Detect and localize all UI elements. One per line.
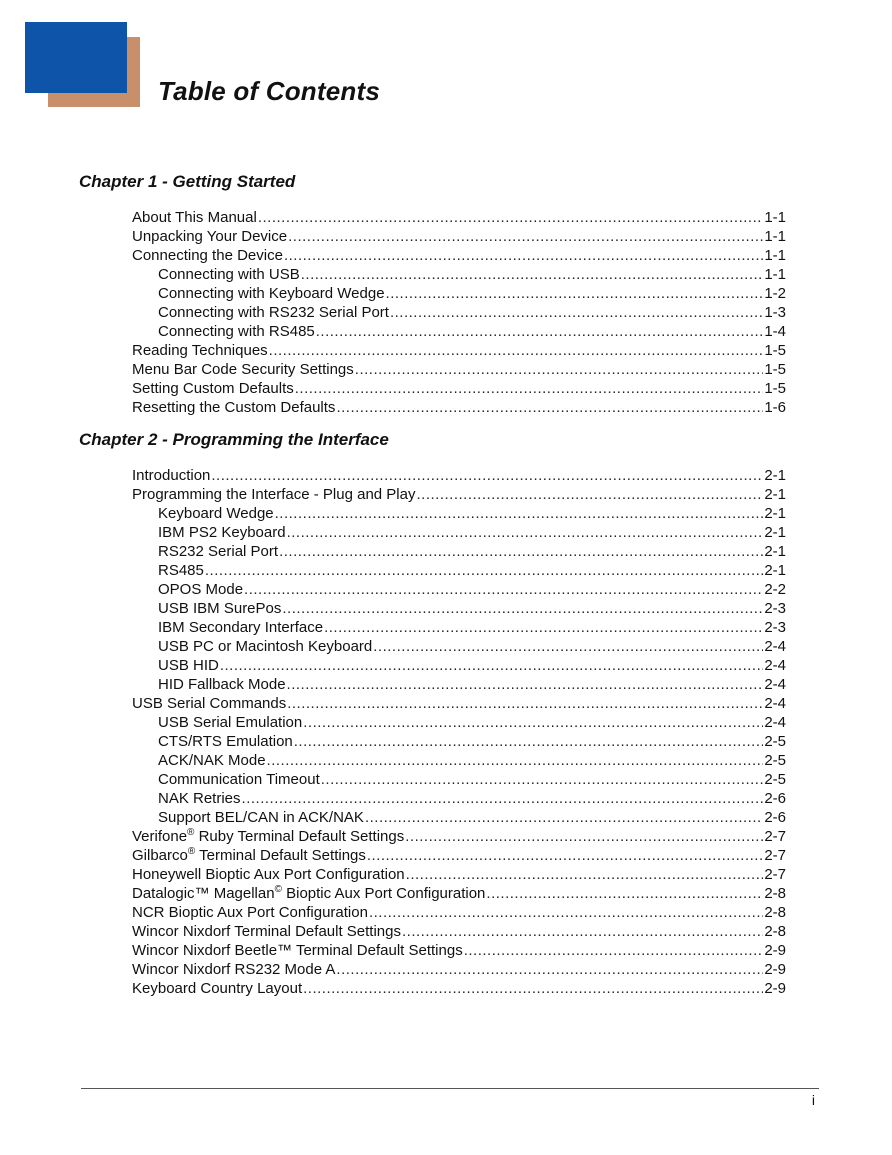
- toc-entry[interactable]: [132, 922, 786, 941]
- toc-entry[interactable]: [132, 656, 786, 675]
- toc-page-number: 2-4: [764, 676, 786, 693]
- dot-leader: [355, 360, 764, 379]
- toc-entry-title: [158, 675, 286, 694]
- toc-page-number: 2-4: [764, 695, 786, 712]
- toc-entry-text: NCR Bioptic Aux Port Configuration: [132, 904, 368, 921]
- toc-entry-title: [158, 303, 389, 322]
- chapter-1-toc-list: [132, 208, 786, 417]
- toc-entry[interactable]: [132, 322, 786, 341]
- toc-entry-text: NAK Retries: [158, 790, 241, 807]
- toc-entry-title: [158, 284, 385, 303]
- toc-entry[interactable]: [132, 466, 786, 485]
- toc-entry-text: Resetting the Custom Defaults: [132, 399, 336, 416]
- toc-entry-text: Introduction: [132, 467, 211, 484]
- toc-entry-text: Unpacking Your Device: [132, 228, 288, 245]
- toc-page-number: 2-1: [764, 562, 786, 579]
- dot-leader: [275, 504, 764, 523]
- toc-entry[interactable]: [132, 960, 786, 979]
- toc-page-number: 2-7: [764, 847, 786, 864]
- toc-entry-title: [158, 751, 266, 770]
- toc-entry[interactable]: [132, 637, 786, 656]
- toc-entry-title: [158, 265, 300, 284]
- toc-entry-text: IBM Secondary Interface: [158, 619, 324, 636]
- toc-page-number: 2-4: [764, 657, 786, 674]
- toc-entry-text: Verifone: [132, 828, 188, 845]
- toc-entry-text: Support BEL/CAN in ACK/NAK: [158, 809, 364, 826]
- dot-leader: [294, 732, 764, 751]
- toc-entry-text: Connecting with RS232 Serial Port: [158, 304, 389, 321]
- toc-entry-title: [158, 618, 323, 637]
- toc-entry-title: [132, 941, 463, 960]
- toc-entry-text: USB IBM SurePos: [158, 600, 282, 617]
- toc-entry-title: [158, 732, 293, 751]
- toc-page-number: 2-2: [764, 581, 786, 598]
- dot-leader: [284, 246, 763, 265]
- toc-entry-title: [158, 770, 320, 789]
- toc-entry-text: Gilbarco: [132, 847, 188, 864]
- trademark-symbol: ®: [187, 846, 196, 857]
- chapter-1-heading: Chapter 1 - Getting Started: [79, 172, 296, 191]
- dot-leader: [303, 713, 763, 732]
- toc-page-number: 1-3: [764, 304, 786, 321]
- dot-leader: [303, 979, 763, 998]
- toc-entry[interactable]: [132, 884, 786, 903]
- trademark-symbol: ©: [274, 884, 282, 895]
- toc-page-number: 2-4: [764, 714, 786, 731]
- toc-entry-title: [132, 485, 415, 504]
- dot-leader: [220, 656, 763, 675]
- toc-page-number: 2-5: [764, 733, 786, 750]
- toc-entry-title: [158, 542, 278, 561]
- dot-leader: [242, 789, 764, 808]
- toc-entry-title: [158, 637, 372, 656]
- dot-leader: [369, 903, 763, 922]
- toc-entry-text: About This Manual: [132, 209, 257, 226]
- toc-page-number: 2-8: [764, 904, 786, 921]
- toc-entry-title: [158, 599, 281, 618]
- toc-entry[interactable]: [132, 265, 786, 284]
- toc-entry-text: RS485: [158, 562, 204, 579]
- toc-page-number: 2-5: [764, 752, 786, 769]
- toc-entry-title: [132, 246, 283, 265]
- toc-entry[interactable]: [132, 542, 786, 561]
- toc-entry[interactable]: [132, 208, 786, 227]
- toc-entry[interactable]: [132, 341, 786, 360]
- toc-entry-text: Connecting with USB: [158, 266, 300, 283]
- dot-leader: [258, 208, 764, 227]
- dot-leader: [406, 865, 764, 884]
- dot-leader: [269, 341, 764, 360]
- toc-entry[interactable]: [132, 284, 786, 303]
- toc-entry-text: CTS/RTS Emulation: [158, 733, 293, 750]
- dot-leader: [416, 485, 763, 504]
- toc-page-number: 2-1: [764, 543, 786, 560]
- dot-leader: [287, 675, 764, 694]
- dot-leader: [205, 561, 763, 580]
- toc-entry-title: [132, 922, 401, 941]
- toc-entry-text: Programming the Interface - Plug and Play: [132, 486, 416, 503]
- toc-entry-text: Datalogic™ Magellan: [132, 885, 275, 902]
- dot-leader: [390, 303, 763, 322]
- dot-leader: [336, 960, 763, 979]
- toc-entry[interactable]: [132, 303, 786, 322]
- toc-entry-title: [132, 379, 294, 398]
- toc-page-number: 1-5: [764, 342, 786, 359]
- dot-leader: [365, 808, 763, 827]
- toc-entry-text: Honeywell Bioptic Aux Port Configuration: [132, 866, 405, 883]
- dot-leader: [301, 265, 764, 284]
- toc-page-number: 2-7: [764, 866, 786, 883]
- toc-entry-title: [158, 322, 315, 341]
- toc-entry[interactable]: [132, 770, 786, 789]
- toc-entry[interactable]: [132, 485, 786, 504]
- toc-entry-text: ACK/NAK Mode: [158, 752, 266, 769]
- toc-entry-title: [132, 903, 368, 922]
- toc-entry-text: Keyboard Country Layout: [132, 980, 303, 997]
- toc-entry-title: [132, 884, 485, 903]
- dot-leader: [405, 827, 763, 846]
- dot-leader: [373, 637, 763, 656]
- toc-page-number: 2-6: [764, 790, 786, 807]
- toc-entry-text: Wincor Nixdorf Terminal Default Settings: [132, 923, 401, 940]
- toc-page-number: 2-9: [764, 942, 786, 959]
- toc-entry[interactable]: [132, 789, 786, 808]
- toc-entry-title: [158, 713, 302, 732]
- toc-entry[interactable]: [132, 561, 786, 580]
- toc-entry-title: [132, 960, 335, 979]
- dot-leader: [267, 751, 764, 770]
- trademark-symbol: ®: [187, 827, 195, 838]
- dot-leader: [295, 379, 764, 398]
- dot-leader: [244, 580, 763, 599]
- toc-entry-title: [132, 341, 268, 360]
- toc-entry-title: [158, 808, 364, 827]
- toc-page-number: 1-6: [764, 399, 786, 416]
- toc-entry-title: [132, 227, 287, 246]
- toc-entry-text-continued: Bioptic Aux Port Configuration: [281, 885, 486, 902]
- toc-entry-text: Connecting the Device: [132, 247, 283, 264]
- toc-page-number: 2-9: [764, 961, 786, 978]
- dot-leader: [282, 599, 763, 618]
- toc-entry-title: [132, 979, 302, 998]
- toc-entry-title: [158, 504, 274, 523]
- toc-page-number: 1-5: [764, 380, 786, 397]
- toc-entry[interactable]: [132, 694, 786, 713]
- toc-entry-text: HID Fallback Mode: [158, 676, 286, 693]
- toc-entry-text: Communication Timeout: [158, 771, 320, 788]
- toc-entry-text: Wincor Nixdorf RS232 Mode A: [132, 961, 336, 978]
- toc-entry-text: Connecting with RS485: [158, 323, 315, 340]
- toc-entry-title: [132, 694, 286, 713]
- toc-page-number: 2-3: [764, 600, 786, 617]
- toc-entry[interactable]: [132, 808, 786, 827]
- toc-page-number: 2-6: [764, 809, 786, 826]
- toc-page-number: 2-8: [764, 885, 786, 902]
- toc-entry-text: Wincor Nixdorf Beetle™ Terminal Default Settings: [132, 942, 463, 959]
- toc-entry-title: [132, 360, 354, 379]
- toc-entry[interactable]: [132, 360, 786, 379]
- chapter-2-heading: Chapter 2 - Programming the Interface: [79, 430, 389, 449]
- toc-entry-title: [158, 656, 219, 675]
- toc-entry-title: [132, 208, 257, 227]
- toc-page-number: 2-1: [764, 467, 786, 484]
- toc-entry[interactable]: [132, 227, 786, 246]
- toc-page-number: 2-4: [764, 638, 786, 655]
- toc-entry[interactable]: [132, 865, 786, 884]
- toc-page-number: 1-1: [764, 228, 786, 245]
- footer-rule: [81, 1088, 819, 1089]
- toc-entry[interactable]: [132, 941, 786, 960]
- toc-entry[interactable]: [132, 713, 786, 732]
- toc-entry[interactable]: [132, 599, 786, 618]
- toc-entry[interactable]: [132, 580, 786, 599]
- toc-entry-title: [158, 580, 243, 599]
- toc-entry-text: Menu Bar Code Security Settings: [132, 361, 354, 378]
- dot-leader: [211, 466, 763, 485]
- toc-entry-text: Keyboard Wedge: [158, 505, 274, 522]
- dot-leader: [324, 618, 763, 637]
- toc-entry-text: IBM PS2 Keyboard: [158, 524, 286, 541]
- toc-entry-text: USB Serial Commands: [132, 695, 287, 712]
- toc-entry-text: Connecting with Keyboard Wedge: [158, 285, 385, 302]
- toc-entry[interactable]: [132, 846, 786, 865]
- toc-page-number: 1-4: [764, 323, 786, 340]
- toc-entry[interactable]: [132, 979, 786, 998]
- toc-entry[interactable]: [132, 827, 786, 846]
- toc-entry-text: OPOS Mode: [158, 581, 244, 598]
- toc-page-number: 2-7: [764, 828, 786, 845]
- toc-entry-title: [132, 398, 335, 417]
- dot-leader: [316, 322, 764, 341]
- toc-page-number: 2-3: [764, 619, 786, 636]
- toc-entry[interactable]: [132, 751, 786, 770]
- toc-page-number: 1-5: [764, 361, 786, 378]
- dot-leader: [288, 227, 763, 246]
- toc-page-number: 1-2: [764, 285, 786, 302]
- page-number: i: [811, 1092, 815, 1108]
- dot-leader: [321, 770, 764, 789]
- toc-entry-text-continued: Terminal Default Settings: [195, 847, 366, 864]
- toc-entry-text: USB PC or Macintosh Keyboard: [158, 638, 373, 655]
- dot-leader: [486, 884, 763, 903]
- toc-entry[interactable]: [132, 379, 786, 398]
- toc-page-number: 2-1: [764, 505, 786, 522]
- page-title: Table of Contents: [158, 76, 380, 106]
- chapter-2-toc-list: [132, 466, 786, 998]
- toc-entry-title: [132, 865, 405, 884]
- toc-page-number: 1-1: [764, 247, 786, 264]
- toc-page-number: 1-1: [764, 209, 786, 226]
- toc-entry-text-continued: Ruby Terminal Default Settings: [194, 828, 405, 845]
- toc-entry[interactable]: [132, 618, 786, 637]
- toc-entry-title: [158, 561, 204, 580]
- toc-page-number: 2-1: [764, 524, 786, 541]
- toc-page-number: 2-5: [764, 771, 786, 788]
- toc-page-number: 2-9: [764, 980, 786, 997]
- toc-entry-text: RS232 Serial Port: [158, 543, 279, 560]
- dot-leader: [386, 284, 764, 303]
- toc-entry[interactable]: [132, 504, 786, 523]
- toc-entry-title: [132, 466, 210, 485]
- toc-entry[interactable]: [132, 398, 786, 417]
- toc-entry-title: [158, 789, 241, 808]
- toc-entry[interactable]: [132, 903, 786, 922]
- toc-entry[interactable]: [132, 246, 786, 265]
- toc-entry[interactable]: [132, 732, 786, 751]
- toc-entry-text: USB HID: [158, 657, 219, 674]
- toc-entry[interactable]: [132, 675, 786, 694]
- dot-leader: [464, 941, 764, 960]
- dot-leader: [287, 523, 764, 542]
- dot-leader: [367, 846, 763, 865]
- toc-page-number: 2-1: [764, 486, 786, 503]
- toc-entry-text: Reading Techniques: [132, 342, 268, 359]
- toc-entry[interactable]: [132, 523, 786, 542]
- logo-blue-block: [25, 22, 127, 93]
- toc-entry-title: [132, 827, 404, 846]
- toc-entry-text: Setting Custom Defaults: [132, 380, 294, 397]
- toc-entry-text: USB Serial Emulation: [158, 714, 303, 731]
- toc-page-number: 2-8: [764, 923, 786, 940]
- dot-leader: [279, 542, 763, 561]
- toc-entry-title: [158, 523, 286, 542]
- dot-leader: [402, 922, 763, 941]
- toc-page-number: 1-1: [764, 266, 786, 283]
- toc-entry-title: [132, 846, 366, 865]
- dot-leader: [336, 398, 763, 417]
- dot-leader: [287, 694, 763, 713]
